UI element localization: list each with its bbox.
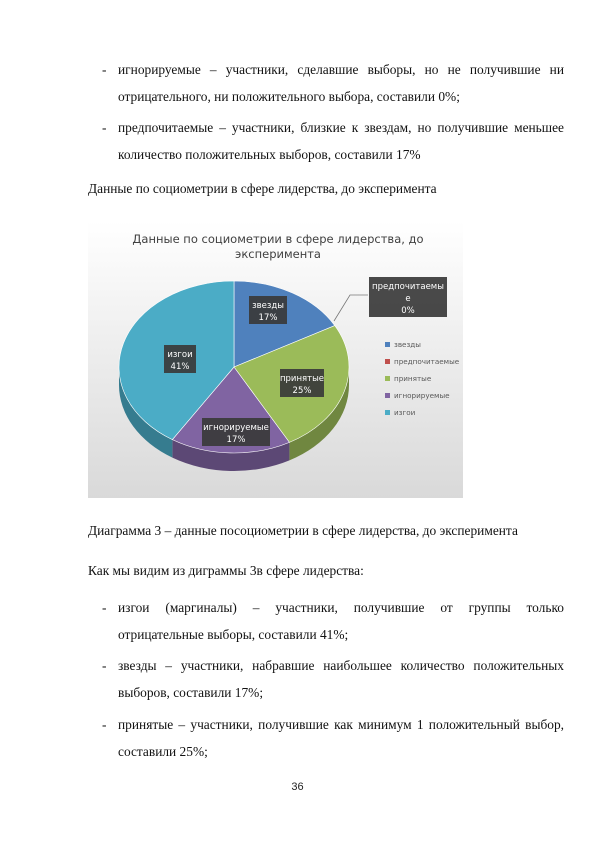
bullet-dash: - — [102, 658, 107, 673]
pie-chart-figure — [88, 221, 463, 498]
data-label-text: 41% — [170, 362, 190, 372]
legend-label: игнорируемые — [394, 391, 450, 400]
chart-title-line1: Данные по социометрии в сфере лидерства, до — [132, 232, 424, 246]
data-label-accepted — [280, 369, 324, 397]
bullet-dash: - — [102, 717, 107, 732]
bullet-line: звезды – участники, набравшие наибольшее количество положительных — [118, 658, 564, 673]
legend-swatch — [385, 410, 390, 415]
data-label-preferred — [369, 277, 447, 317]
data-label-ignored — [202, 418, 270, 446]
data-label-text: принятые — [279, 374, 325, 384]
bullet-line: отрицательные выборы, составили 41%; — [118, 627, 349, 642]
data-label-stars — [249, 296, 287, 324]
legend-label: принятые — [394, 374, 432, 383]
data-label-text: е — [405, 294, 411, 304]
bullet-dash: - — [102, 62, 107, 77]
data-label-text: предпочитаемы — [372, 282, 444, 292]
intro-text: Как мы видим из диграммы 3в сфере лидерства: — [88, 563, 364, 578]
bullet-line: игнорируемые – участники, сделавшие выборы, но не получившие ни — [118, 62, 564, 77]
legend-label: предпочитаемые — [394, 357, 460, 366]
legend-swatch — [385, 342, 390, 347]
data-label-text: 25% — [292, 386, 312, 396]
bullet-line: предпочитаемые – участники, близкие к звездам, но получившие меньшее — [118, 120, 564, 135]
data-label-text: 17% — [226, 435, 246, 445]
bullet-line: количество положительных выборов, составили 17% — [118, 147, 421, 162]
legend-label: изгои — [394, 408, 416, 417]
data-label-text: игнорируемые — [203, 423, 269, 433]
legend-swatch — [385, 393, 390, 398]
data-label-text: изгои — [167, 350, 193, 360]
legend-swatch — [385, 376, 390, 381]
bullet-dash: - — [102, 120, 107, 135]
data-label-text: звезды — [252, 301, 284, 311]
bullet-dash: - — [102, 600, 107, 615]
chart-heading: Данные по социометрии в сфере лидерства, до эксперимента — [88, 181, 437, 196]
bullet-line: изгои (маргиналы) – участники, получившие от группы только — [118, 600, 564, 615]
legend-swatch — [385, 359, 390, 364]
bullet-line: отрицательного, ни положительного выбора, составили 0%; — [118, 89, 460, 104]
data-label-text: 17% — [258, 313, 278, 323]
bullet-line: принятые – участники, получившие как минимум 1 положительный выбор, — [118, 717, 564, 732]
data-label-outcasts — [164, 345, 196, 373]
page-number: 36 — [291, 781, 304, 793]
bullet-line: составили 25%; — [118, 744, 208, 759]
figure-caption: Диаграмма 3 – данные посоциометрии в сфере лидерства, до эксперимента — [88, 523, 518, 538]
legend-label: звезды — [394, 340, 421, 349]
pie-chart — [88, 221, 463, 498]
data-label-text: 0% — [401, 306, 415, 316]
bullet-line: выборов, составили 17%; — [118, 685, 264, 700]
chart-title-line2: эксперимента — [235, 247, 321, 261]
